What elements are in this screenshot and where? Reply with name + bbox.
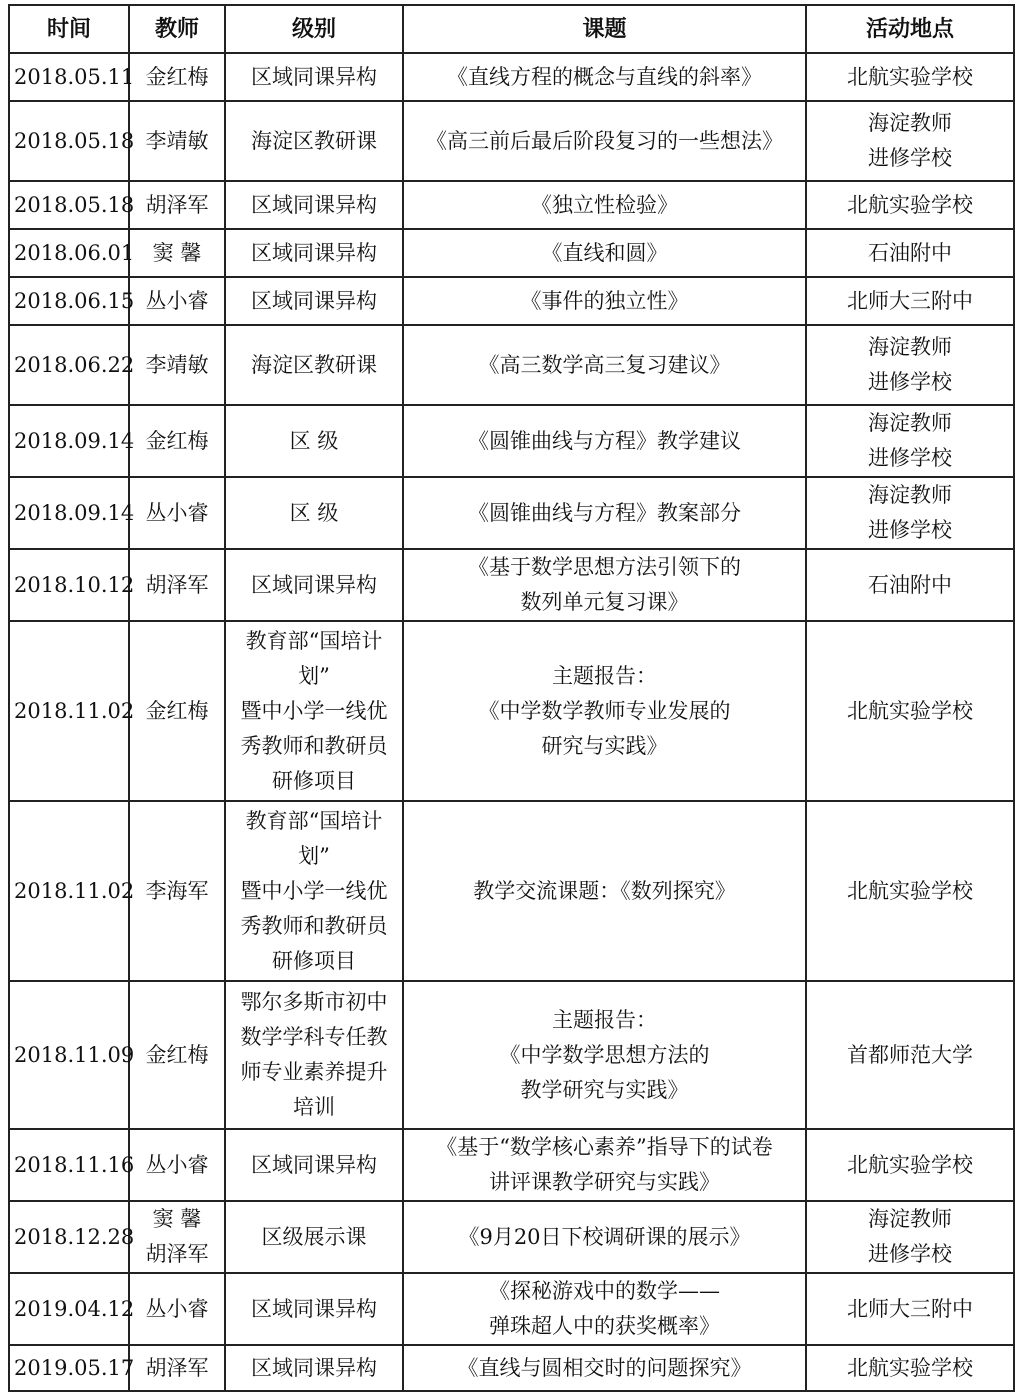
- table-row: [9, 53, 1014, 101]
- header-row: [9, 5, 1014, 53]
- cell-place: 首都师范大学: [806, 981, 1014, 1129]
- cell-place: 北航实验学校: [806, 53, 1014, 101]
- cell-level: 区域同课异构: [225, 1345, 403, 1391]
- cell-level: 区域同课异构: [225, 549, 403, 621]
- cell-topic: 《探秘游戏中的数学—— 弹珠超人中的获奖概率》: [403, 1273, 806, 1345]
- cell-teacher: 胡泽军: [129, 549, 225, 621]
- table-row: [9, 229, 1014, 277]
- cell-topic: 《圆锥曲线与方程》教案部分: [403, 477, 806, 549]
- cell-teacher: 窦 馨 胡泽军: [129, 1201, 225, 1273]
- table-row: [9, 477, 1014, 549]
- cell-topic: 《直线和圆》: [403, 229, 806, 277]
- cell-teacher: 窦 馨: [129, 229, 225, 277]
- cell-date: 2018.06.01: [9, 229, 129, 277]
- cell-place: 北航实验学校: [806, 801, 1014, 981]
- cell-topic: 《圆锥曲线与方程》教学建议: [403, 405, 806, 477]
- cell-level: 鄂尔多斯市初中 数学学科专任教 师专业素养提升 培训: [225, 981, 403, 1129]
- table-row: [9, 981, 1014, 1129]
- header-place: 活动地点: [806, 5, 1014, 53]
- cell-topic: 主题报告： 《中学数学教师专业发展的 研究与实践》: [403, 621, 806, 801]
- cell-teacher: 丛小睿: [129, 277, 225, 325]
- cell-date: 2018.05.18: [9, 101, 129, 181]
- cell-level: 区域同课异构: [225, 1129, 403, 1201]
- table-row: [9, 801, 1014, 981]
- cell-teacher: 李海军: [129, 801, 225, 981]
- cell-date: 2018.09.14: [9, 405, 129, 477]
- cell-place: 海淀教师 进修学校: [806, 405, 1014, 477]
- cell-topic: 《独立性检验》: [403, 181, 806, 229]
- cell-teacher: 胡泽军: [129, 181, 225, 229]
- cell-date: 2018.11.16: [9, 1129, 129, 1201]
- cell-date: 2018.11.02: [9, 621, 129, 801]
- cell-teacher: 金红梅: [129, 53, 225, 101]
- cell-level: 区 级: [225, 405, 403, 477]
- cell-teacher: 金红梅: [129, 981, 225, 1129]
- table-row: [9, 1201, 1014, 1273]
- header-level: 级别: [225, 5, 403, 53]
- cell-place: 石油附中: [806, 229, 1014, 277]
- cell-topic: 《直线方程的概念与直线的斜率》: [403, 53, 806, 101]
- table-row: [9, 621, 1014, 801]
- cell-level: 海淀区教研课: [225, 101, 403, 181]
- cell-place: 海淀教师 进修学校: [806, 325, 1014, 405]
- cell-place: 北航实验学校: [806, 1129, 1014, 1201]
- cell-level: 海淀区教研课: [225, 325, 403, 405]
- cell-teacher: 丛小睿: [129, 477, 225, 549]
- cell-topic: 教学交流课题：《数列探究》: [403, 801, 806, 981]
- cell-teacher: 丛小睿: [129, 1129, 225, 1201]
- cell-date: 2019.05.17: [9, 1345, 129, 1391]
- cell-level: 区 级: [225, 477, 403, 549]
- cell-topic: 《直线与圆相交时的问题探究》: [403, 1345, 806, 1391]
- cell-date: 2018.06.15: [9, 277, 129, 325]
- cell-teacher: 丛小睿: [129, 1273, 225, 1345]
- table-row: [9, 405, 1014, 477]
- cell-topic: 《基于数学思想方法引领下的 数列单元复习课》: [403, 549, 806, 621]
- cell-date: 2018.11.09: [9, 981, 129, 1129]
- cell-place: 海淀教师 进修学校: [806, 1201, 1014, 1273]
- cell-date: 2018.05.18: [9, 181, 129, 229]
- table-row: [9, 101, 1014, 181]
- cell-place: 海淀教师 进修学校: [806, 477, 1014, 549]
- cell-level: 区域同课异构: [225, 229, 403, 277]
- cell-date: 2018.12.28: [9, 1201, 129, 1273]
- cell-place: 海淀教师 进修学校: [806, 101, 1014, 181]
- cell-date: 2018.11.02: [9, 801, 129, 981]
- table-row: [9, 277, 1014, 325]
- cell-level: 区域同课异构: [225, 277, 403, 325]
- activity-table: [8, 4, 1015, 1392]
- cell-place: 石油附中: [806, 549, 1014, 621]
- cell-level: 区域同课异构: [225, 1273, 403, 1345]
- cell-level: 教育部“国培计 划” 暨中小学一线优 秀教师和教研员 研修项目: [225, 621, 403, 801]
- table-row: [9, 1129, 1014, 1201]
- cell-topic: 《高三数学高三复习建议》: [403, 325, 806, 405]
- cell-teacher: 金红梅: [129, 405, 225, 477]
- cell-teacher: 李靖敏: [129, 325, 225, 405]
- cell-level: 区域同课异构: [225, 181, 403, 229]
- cell-teacher: 金红梅: [129, 621, 225, 801]
- cell-level: 教育部“国培计 划” 暨中小学一线优 秀教师和教研员 研修项目: [225, 801, 403, 981]
- cell-place: 北师大三附中: [806, 1273, 1014, 1345]
- table-row: [9, 181, 1014, 229]
- cell-level: 区域同课异构: [225, 53, 403, 101]
- cell-teacher: 李靖敏: [129, 101, 225, 181]
- cell-topic: 《高三前后最后阶段复习的一些想法》: [403, 101, 806, 181]
- cell-level: 区级展示课: [225, 1201, 403, 1273]
- header-topic: 课题: [403, 5, 806, 53]
- cell-date: 2018.10.12: [9, 549, 129, 621]
- cell-date: 2018.05.11: [9, 53, 129, 101]
- table-row: [9, 549, 1014, 621]
- cell-topic: 《基于“数学核心素养”指导下的试卷 讲评课教学研究与实践》: [403, 1129, 806, 1201]
- cell-place: 北航实验学校: [806, 1345, 1014, 1391]
- cell-place: 北航实验学校: [806, 181, 1014, 229]
- cell-date: 2019.04.12: [9, 1273, 129, 1345]
- table-row: [9, 1345, 1014, 1391]
- cell-topic: 《9月20日下校调研课的展示》: [403, 1201, 806, 1273]
- header-teacher: 教师: [129, 5, 225, 53]
- cell-date: 2018.09.14: [9, 477, 129, 549]
- header-date: 时间: [9, 5, 129, 53]
- cell-place: 北师大三附中: [806, 277, 1014, 325]
- cell-topic: 主题报告： 《中学数学思想方法的 教学研究与实践》: [403, 981, 806, 1129]
- cell-teacher: 胡泽军: [129, 1345, 225, 1391]
- cell-place: 北航实验学校: [806, 621, 1014, 801]
- cell-date: 2018.06.22: [9, 325, 129, 405]
- table-row: [9, 1273, 1014, 1345]
- cell-topic: 《事件的独立性》: [403, 277, 806, 325]
- table-row: [9, 325, 1014, 405]
